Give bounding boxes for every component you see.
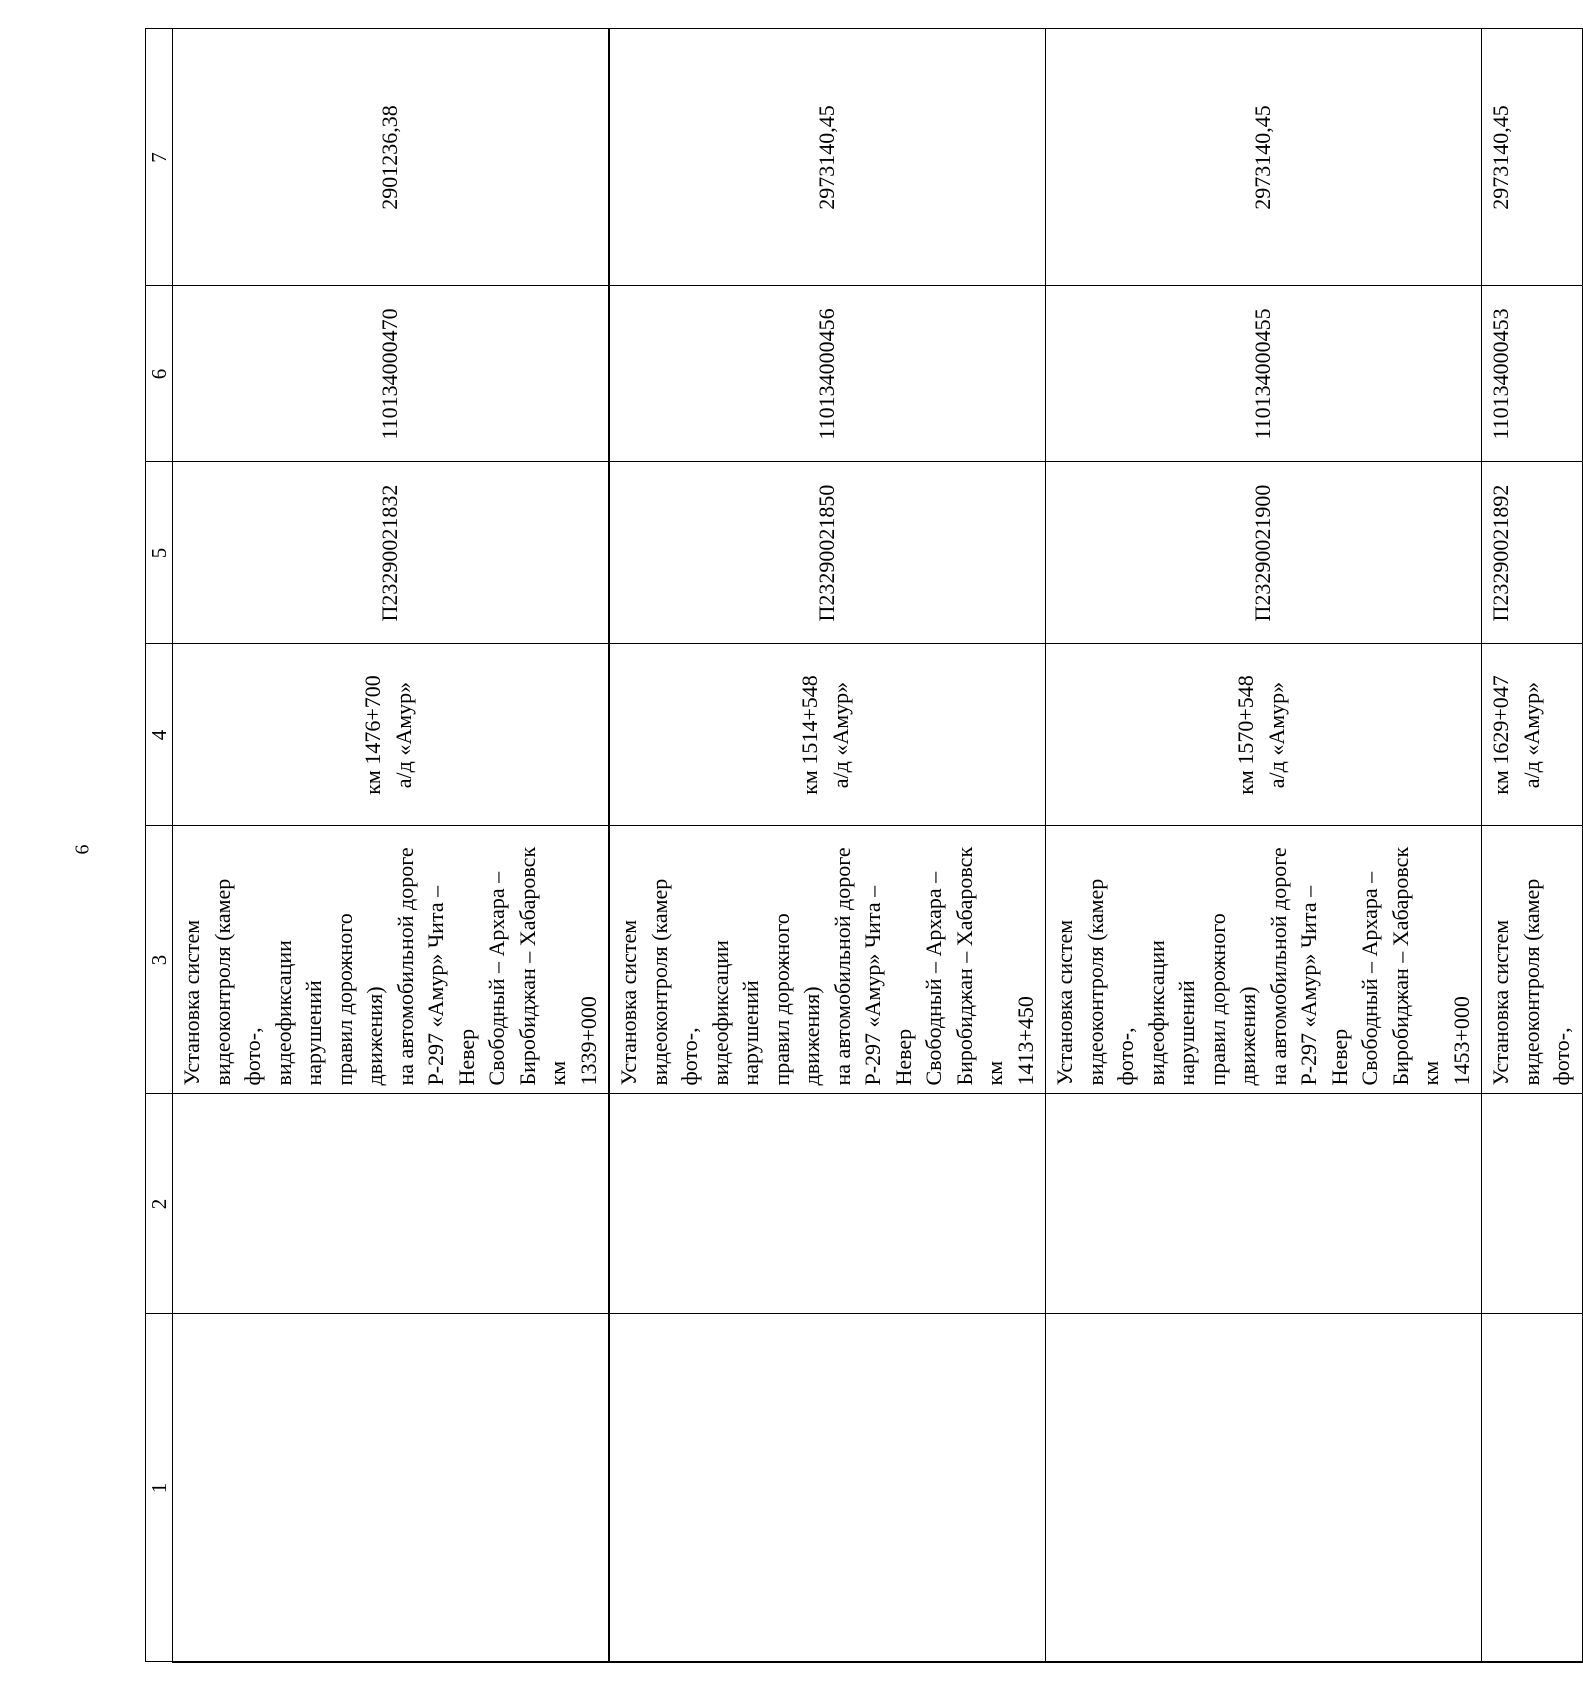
- header-col-6: 6: [146, 286, 173, 462]
- cell-code: П23290021850: [609, 462, 1046, 644]
- cell-col-1: [173, 1314, 610, 1662]
- cell-code: П23290021892: [1482, 462, 1583, 644]
- cell-description: Установка систем видеоконтроля (камер фото-, видеофиксации нарушений правил дорожного движения) на автомобильной дороге Р-297 «Амур» Чита – Невер Свободный – Архара – Биробиджан – Хабаровск км 1339+000: [173, 826, 610, 1094]
- page-number: 6: [71, 844, 94, 855]
- location-road: а/д «Амур»: [390, 681, 416, 789]
- location-km: км 1629+047: [1488, 675, 1513, 795]
- cell-amount: 2973140,45: [1046, 29, 1482, 286]
- cell-description: Установка систем видеоконтроля (камер фото-, видеофиксации нарушений правил дорожного движения) на автомобильной дороге Р-297 «Амур» Чита – Невер Свободный – Архара – Биробиджан – Хабаровск км 1413+450: [609, 826, 1046, 1094]
- cell-col-2: [609, 1094, 1046, 1314]
- location-km: км 1514+548: [797, 675, 822, 795]
- header-col-3: 3: [146, 826, 173, 1094]
- table-rotated-frame: [145, 30, 1574, 1663]
- header-col-5: 5: [146, 462, 173, 644]
- table-row: [1046, 29, 1482, 1662]
- header-col-2: 2: [146, 1094, 173, 1314]
- cell-col-1: [609, 1314, 1046, 1662]
- document-table: [145, 29, 1583, 1664]
- cell-amount: 2973140,45: [609, 29, 1046, 286]
- cell-col-2: [1046, 1094, 1482, 1314]
- cell-location: [1482, 644, 1583, 826]
- cell-col-2: [173, 1094, 610, 1314]
- cell-col-1: [1046, 1314, 1482, 1662]
- header-col-1: 1: [146, 1314, 173, 1662]
- cell-code: П23290021832: [173, 462, 610, 644]
- table-row: [1482, 29, 1583, 1662]
- location-km: км 1570+548: [1233, 675, 1258, 795]
- location-road: а/д «Амур»: [1518, 681, 1544, 789]
- header-col-4: 4: [146, 644, 173, 826]
- location-km: км 1476+700: [360, 675, 385, 795]
- cell-number: 110134000470: [173, 286, 610, 462]
- cell-location: [609, 644, 1046, 826]
- cell-number: 110134000455: [1046, 286, 1482, 462]
- cell-location: [173, 644, 610, 826]
- header-col-7: 7: [146, 29, 173, 286]
- location-road: а/д «Амур»: [1263, 681, 1289, 789]
- cell-number: 110134000453: [1482, 286, 1583, 462]
- location-road: а/д «Амур»: [827, 681, 853, 789]
- table-row: [609, 29, 1046, 1662]
- table-row: [173, 29, 610, 1662]
- cell-amount: 2973140,45: [1482, 29, 1583, 286]
- cell-description: Установка систем видеоконтроля (камер фото-, видеофиксации нарушений правил дорожного движения) на автомобильной дороге Р-297 «Амур» Чита – Невер Свободный – Архара – Биробиджан – Хабаровск км 1453+000: [1046, 826, 1482, 1094]
- cell-description: Установка систем видеоконтроля (камер фото-,: [1482, 826, 1583, 1094]
- cell-col-2: [1482, 1094, 1583, 1314]
- cell-col-1: [1482, 1314, 1583, 1662]
- cell-location: [1046, 644, 1482, 826]
- cell-number: 110134000456: [609, 286, 1046, 462]
- table-header-row: [146, 29, 173, 1662]
- cell-amount: 2901236,38: [173, 29, 610, 286]
- cell-code: П23290021900: [1046, 462, 1482, 644]
